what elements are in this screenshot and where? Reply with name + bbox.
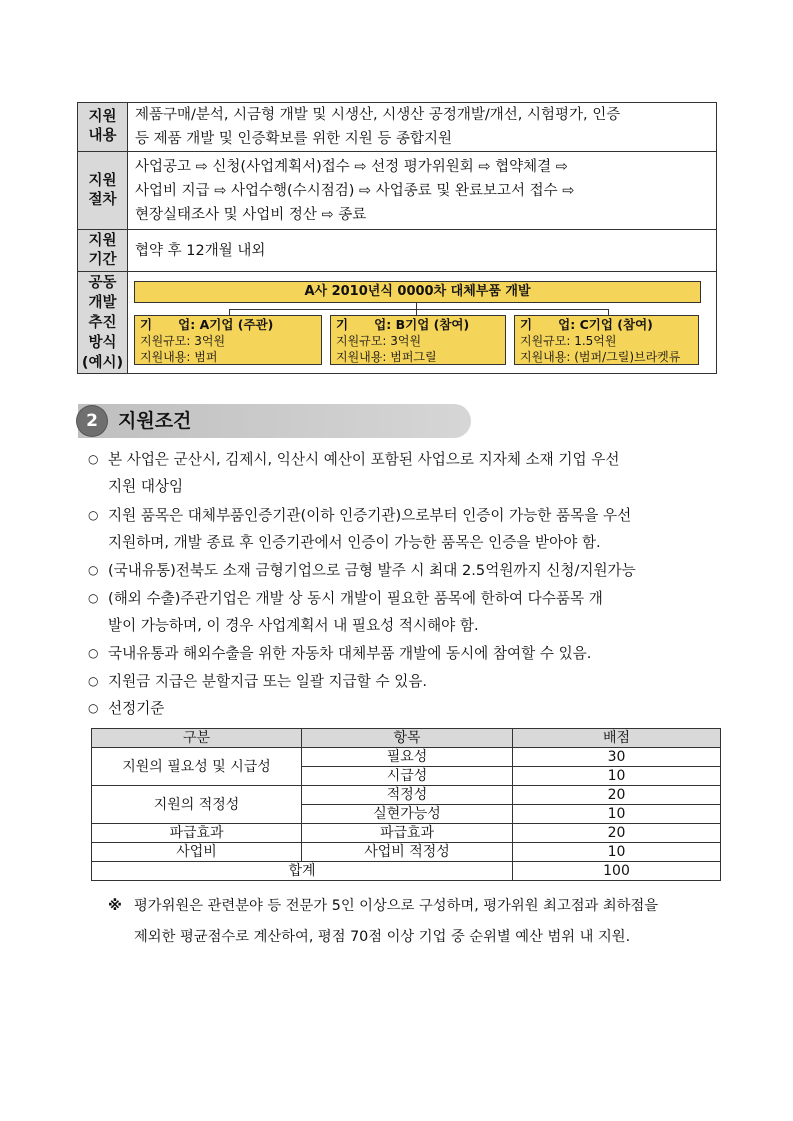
score-cell: 20 <box>513 786 721 805</box>
row-header-text: 공동 <box>88 274 117 291</box>
bullet-continuation: 발이 가능하며, 이 경우 사업계획서 내 필요성 적시해야 함. <box>108 617 479 634</box>
org-chart <box>134 273 717 373</box>
bullet-text: 지원금 지급은 분할지급 또는 일괄 지급할 수 있음. <box>108 673 428 690</box>
bullet-continuation: 지원 대상임 <box>108 478 184 495</box>
table-row <box>78 103 717 152</box>
bullet-mark: ○ <box>88 508 99 522</box>
category-cell: 지원의 필요성 및 시급성 <box>92 748 302 786</box>
row-header-joint-development <box>78 272 128 374</box>
category-cell: 사업비 <box>92 843 302 862</box>
support-procedure-cell <box>128 152 717 230</box>
note-line: 제외한 평균점수로 계산하여, 평점 70점 이상 기업 중 순위별 예산 범위 내 지원. <box>134 929 631 945</box>
column-header: 구분 <box>92 729 302 748</box>
row-header-text: 지원 <box>88 172 117 189</box>
item-cell: 필요성 <box>302 748 513 767</box>
table-row <box>92 843 721 862</box>
bullet-text: (해외 수출)주관기업은 개발 상 동시 개발이 필요한 품목에 한하여 다수품목 개 <box>108 590 603 607</box>
support-scale: 지원규모: 3억원 <box>140 333 226 348</box>
selection-criteria-table <box>91 728 721 881</box>
support-period-cell <box>128 230 717 272</box>
support-content: 지원내용: (범퍼/그릴)브라켓류 <box>520 349 681 364</box>
bullet-mark: ○ <box>88 646 99 660</box>
cell-line: 등 제품 개발 및 인증확보를 위한 지원 등 종합지원 <box>135 131 453 147</box>
row-header-support-period <box>78 230 128 272</box>
item-cell: 실현가능성 <box>302 805 513 824</box>
section-number-badge: 2 <box>77 406 107 436</box>
score-cell: 30 <box>513 748 721 767</box>
bullet-mark: ○ <box>88 563 99 577</box>
connector-line <box>229 309 608 310</box>
support-content: 지원내용: 범퍼그릴 <box>336 349 437 364</box>
company-box-c <box>514 315 699 365</box>
company-name: 기 업: C기업 (참여) <box>520 316 653 332</box>
row-header-text: 추진 <box>88 314 117 331</box>
company-name: 기 업: A기업 (주관) <box>140 316 274 332</box>
score-cell: 20 <box>513 824 721 843</box>
row-header-text: 절차 <box>88 191 117 208</box>
row-header-support-procedure <box>78 152 128 230</box>
joint-development-cell <box>128 272 717 374</box>
bullet-mark: ○ <box>88 701 99 715</box>
table-row <box>92 748 721 767</box>
support-info-table <box>77 102 717 374</box>
company-box-b <box>330 315 506 365</box>
cell-line: 사업공고 ⇨ 신청(사업계획서)접수 ⇨ 선정 평가위원회 ⇨ 협약체결 ⇨ <box>135 158 568 175</box>
row-header-support-content <box>78 103 128 152</box>
total-score: 100 <box>513 862 721 881</box>
total-label: 합계 <box>92 862 513 881</box>
column-header: 항목 <box>302 729 513 748</box>
item-cell: 사업비 적정성 <box>302 843 513 862</box>
bullet-mark: ○ <box>88 674 99 688</box>
row-header-text: 방식 <box>88 334 117 351</box>
company-name: 기 업: B기업 (참여) <box>336 316 470 332</box>
bullet-text: 지원 품목은 대체부품인증기관(이하 인증기관)으로부터 인증이 가능한 품목을 우선 <box>108 507 632 524</box>
bullet-text: 본 사업은 군산시, 김제시, 익산시 예산이 포함된 사업으로 지자체 소재 기업 우선 <box>108 451 620 468</box>
score-cell: 10 <box>513 843 721 862</box>
row-header-text: 내용 <box>88 128 117 144</box>
table-row <box>78 152 717 230</box>
category-cell: 지원의 적정성 <box>92 786 302 824</box>
score-cell: 10 <box>513 805 721 824</box>
note-mark: ※ <box>108 898 122 914</box>
project-title-box: A사 2010년식 0000차 대체부품 개발 <box>134 281 701 303</box>
note-line: 평가위원은 관련분야 등 전문가 5인 이상으로 구성하며, 평가위원 최고점과 최하점을 <box>134 898 659 914</box>
bullet-continuation: 지원하며, 개발 종료 후 인증기관에서 인증이 가능한 품목은 인증을 받아야 함. <box>108 534 601 551</box>
section-title: 지원조건 <box>118 410 192 432</box>
support-scale: 지원규모: 1.5억원 <box>520 333 617 348</box>
row-header-text: 개발 <box>88 294 117 311</box>
bullet-mark: ○ <box>88 452 99 466</box>
company-box-a <box>134 315 322 365</box>
table-row <box>78 230 717 272</box>
table-row <box>92 824 721 843</box>
item-cell: 시급성 <box>302 767 513 786</box>
bullet-mark: ○ <box>88 591 99 605</box>
row-header-text: 기간 <box>88 251 117 268</box>
support-content-cell <box>128 103 717 152</box>
bullet-text: 선정기준 <box>108 700 165 717</box>
support-scale: 지원규모: 3억원 <box>336 333 422 348</box>
cell-line: 사업비 지급 ⇨ 사업수행(수시점검) ⇨ 사업종료 및 완료보고서 접수 ⇨ <box>135 182 575 199</box>
support-content: 지원내용: 범퍼 <box>140 349 218 364</box>
table-row <box>92 786 721 805</box>
score-cell: 10 <box>513 767 721 786</box>
item-cell: 적정성 <box>302 786 513 805</box>
item-cell: 파급효과 <box>302 824 513 843</box>
row-header-text: 지원 <box>88 109 117 125</box>
row-header-text: 지원 <box>88 232 117 249</box>
column-header: 배점 <box>513 729 721 748</box>
bullet-text: (국내유통)전북도 소재 금형기업으로 금형 발주 시 최대 2.5억원까지 신청/지원가능 <box>108 562 636 579</box>
total-row <box>92 862 721 881</box>
bullet-text: 국내유통과 해외수출을 위한 자동차 대체부품 개발에 동시에 참여할 수 있음. <box>108 645 592 662</box>
cell-line: 현장실태조사 및 사업비 정산 ⇨ 종료 <box>135 206 367 223</box>
cell-line: 제품구매/분석, 시금형 개발 및 시생산, 시생산 공정개발/개선, 시험평가, 인증 <box>135 107 621 123</box>
row-header-text: (예시) <box>81 354 124 371</box>
cell-line: 협약 후 12개월 내외 <box>135 242 266 259</box>
table-header-row <box>92 729 721 748</box>
table-row <box>78 272 717 374</box>
category-cell: 파급효과 <box>92 824 302 843</box>
